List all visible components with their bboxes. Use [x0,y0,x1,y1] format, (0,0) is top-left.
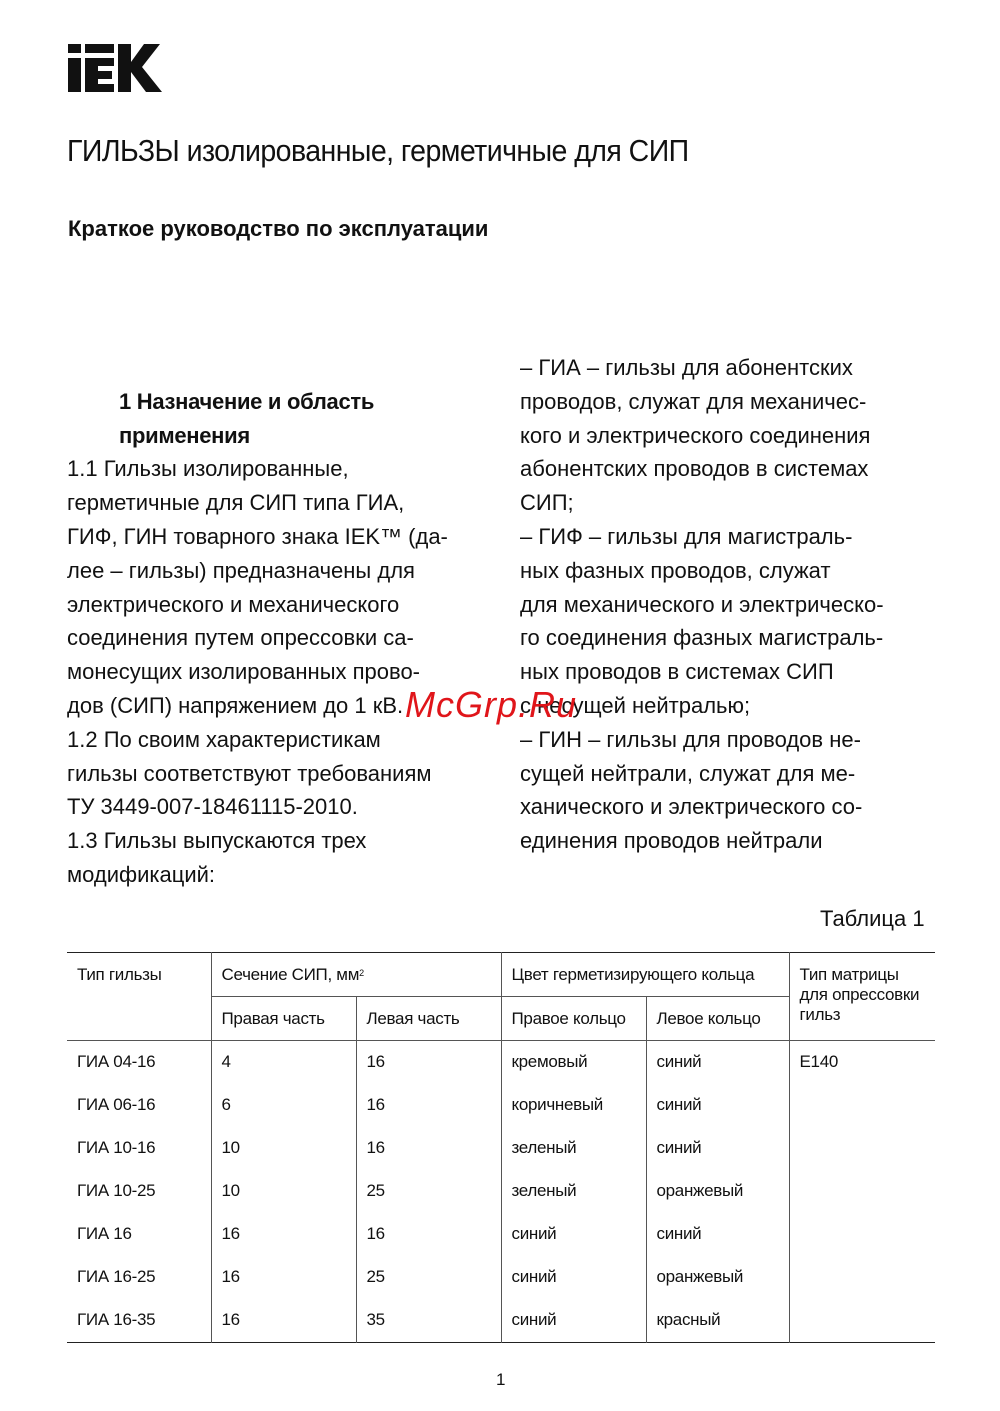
cell-right-part: 10 [211,1170,356,1213]
header-right-part: Правая часть [211,997,356,1041]
cell-type: ГИА 16 [77,1224,132,1243]
cell-right-part: 4 [211,1041,356,1085]
right-column [520,351,945,858]
page-number: 1 [496,1370,506,1389]
paragraph-1-1: 1.1 Гильзы изолированные, герметичные для СИП типа ГИА, ГИФ, ГИН товарного знака IEK™ (да- лее – гильзы) предназначены для электрического и механического соединения путем опрессовки са- монесущих изолированных прово- дов (СИП) напряжением до 1 кВ. [67,456,448,718]
section-heading [67,351,482,452]
cell-right-ring: кремовый [501,1041,646,1085]
item-gia: – ГИА – гильзы для абонентских проводов, служат для механичес- кого и электрического соединения абонентских проводов в системах СИП; [520,355,871,516]
cell-right-part: 16 [211,1213,356,1256]
cell-left-ring: синий [646,1041,789,1085]
header-matrix: Тип матрицы для опрессовки гильз [789,953,935,1041]
cell-right-ring: коричневый [501,1084,646,1127]
section-heading-text: 1 Назначение и область применения [119,388,375,448]
iek-logo [68,44,162,92]
cell-left-part: 16 [356,1213,501,1256]
cell-type: ГИА 16-35 [77,1310,156,1329]
cell-right-ring: синий [501,1299,646,1343]
header-type: Тип гильзы [67,953,211,1041]
table-caption: Таблица 1 [820,906,925,931]
cell-type: ГИА 16-25 [77,1267,156,1286]
cell-left-ring: синий [646,1127,789,1170]
cell-right-ring: зеленый [501,1170,646,1213]
cell-left-ring: оранжевый [646,1170,789,1213]
document-title: ГИЛЬЗЫ изолированные, герметичные для СИП [67,133,689,168]
cell-left-part: 35 [356,1299,501,1343]
cell-left-part: 25 [356,1170,501,1213]
header-section [211,953,501,997]
cell-left-ring: синий [646,1213,789,1256]
spec-table [67,952,935,1343]
item-gin: – ГИН – гильзы для проводов не- сущей нейтрали, служат для ме- ханического и электрического со- единения проводов нейтрали [520,726,863,854]
cell-type: ГИА 10-16 [77,1138,156,1157]
cell-right-ring: синий [501,1256,646,1299]
header-left-ring: Левое кольцо [646,997,789,1041]
cell-right-ring: синий [501,1213,646,1256]
cell-left-ring: красный [646,1299,789,1343]
cell-right-part: 16 [211,1299,356,1343]
cell-left-part: 16 [356,1127,501,1170]
cell-left-part: 16 [356,1084,501,1127]
cell-type: ГИА 04-16 [77,1052,156,1071]
cell-type: ГИА 10-25 [77,1181,156,1200]
cell-matrix: E140 [789,1041,935,1343]
cell-left-ring: синий [646,1084,789,1127]
watermark: McGrp.Ru [405,684,578,725]
cell-left-ring: оранжевый [646,1256,789,1299]
header-ring-color: Цвет герметизирующего кольца [501,953,789,997]
paragraph-1-3: 1.3 Гильзы выпускаются трех модификаций: [67,828,367,887]
left-column [67,351,482,892]
cell-type: ГИА 06-16 [77,1095,156,1114]
document-subtitle: Краткое руководство по эксплуатации [68,216,489,241]
cell-right-ring: зеленый [501,1127,646,1170]
header-left-part: Левая часть [356,997,501,1041]
table-row [67,1041,935,1085]
paragraph-1-2: 1.2 По своим характеристикам гильзы соответствуют требованиям ТУ 3449-007-18461115-2010. [67,726,432,820]
cell-left-part: 25 [356,1256,501,1299]
cell-right-part: 16 [211,1256,356,1299]
cell-right-part: 10 [211,1127,356,1170]
header-section-text: Сечение СИП, мм [221,965,360,984]
header-right-ring: Правое кольцо [501,997,646,1041]
item-gif: – ГИФ – гильзы для магистраль- ных фазных проводов, служат для механического и электрическо- го соединения фазных магистраль- ных проводов в системах СИП с несущей нейтралью; [520,523,884,718]
header-section-sup: 2 [359,968,364,978]
cell-left-part: 16 [356,1041,501,1085]
cell-right-part: 6 [211,1084,356,1127]
